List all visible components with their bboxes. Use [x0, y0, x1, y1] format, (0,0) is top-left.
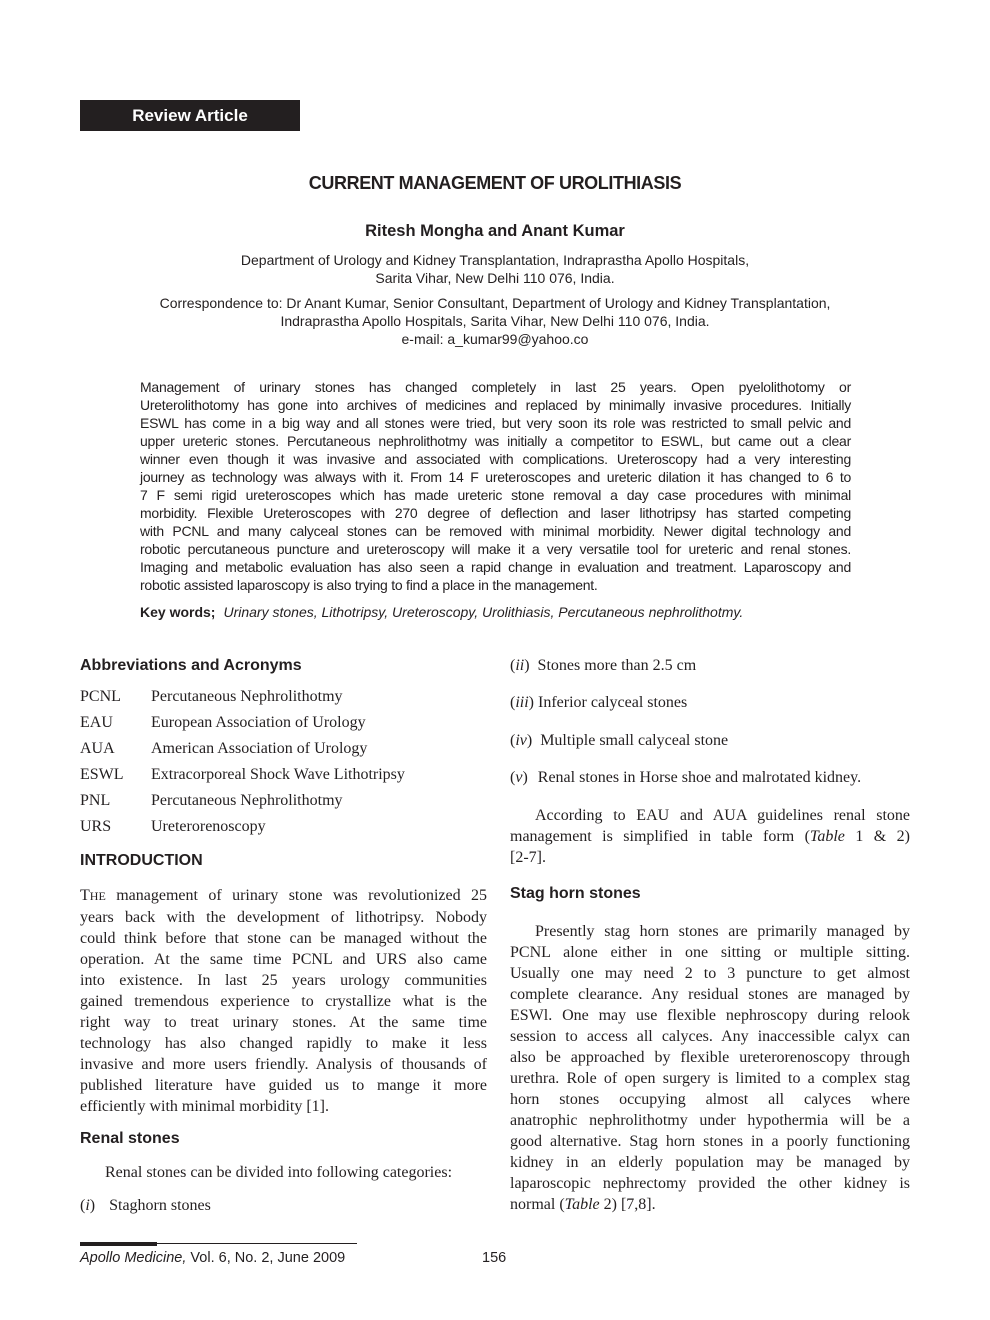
paragraph-line: operation. At the same time PCNL and URS also came	[80, 951, 487, 968]
paragraph-line	[80, 885, 487, 907]
correspondence-line: Correspondence to: Dr Anant Kumar, Senior Consultant, Department of Urology and Kidney Transplantation,	[159, 295, 831, 311]
paragraph-line: complete clearance. Any residual stones are managed by	[510, 986, 910, 1003]
abbreviation: ESWL	[80, 766, 124, 783]
abstract	[140, 378, 851, 594]
line-text: 2) [7,8].	[599, 1196, 656, 1213]
line-text: management of urinary stone was revolutionized 25	[105, 887, 487, 904]
paragraph-line: published literature have guided us to mange it more	[80, 1077, 487, 1094]
paragraph-line: could think before that stone can be managed without the	[80, 930, 487, 947]
abstract-line: Ureterolithotomy has gone into archives of medicines and replaced by minimally invasive procedures. Initially	[140, 397, 851, 413]
stag-horn-paragraph	[510, 921, 910, 1215]
footer-citation	[80, 1250, 345, 1266]
abstract-line: winner even though it was invasive and associated with complications. Ureteroscopy had a very interesting	[140, 451, 851, 467]
table-reference: Table	[564, 1196, 600, 1213]
abbreviation-definition: European Association of Urology	[151, 714, 366, 731]
abbreviation: PCNL	[80, 688, 121, 705]
renal-stones-heading: Renal stones	[80, 1130, 180, 1147]
paragraph-line: session to access all calyces. Any inaccessible calyx can	[510, 1028, 910, 1045]
email: e-mail: a_kumar99@yahoo.co	[401, 331, 589, 347]
category-number: iv	[515, 732, 527, 749]
category-item: (i) Staghorn stones	[80, 1197, 211, 1214]
category-text: Staghorn stones	[109, 1197, 211, 1214]
category-text: Renal stones in Horse shoe and malrotated kidney.	[537, 769, 862, 786]
abstract-line: Imaging and metabolic evaluation has also seen a rapid change in evaluation and treatment. Laparoscopy and	[140, 559, 851, 575]
category-number: i	[85, 1197, 90, 1214]
line-text: management is simplified in table form (	[510, 828, 810, 845]
guidelines-paragraph	[510, 805, 910, 868]
abbreviation: AUA	[80, 740, 115, 757]
category-item: (iii) Inferior calyceal stones	[510, 694, 688, 711]
affiliation	[100, 251, 890, 287]
page-number: 156	[482, 1250, 507, 1266]
abstract-line: journey as technology was always with it. From 14 F ureteroscopes and ureteric dilation it has changed to 6 to	[140, 469, 851, 485]
journal-issue: Vol. 6, No. 2, June 2009	[186, 1250, 346, 1266]
paragraph-line: invasive and more users friendly. Analysis of thousands of	[80, 1056, 487, 1073]
paragraph-line: technology has also changed rapidly to make it less	[80, 1035, 487, 1052]
correspondence-line: Indraprastha Apollo Hospitals, Sarita Vihar, New Delhi 110 076, India.	[280, 313, 710, 329]
category-number: ii	[515, 657, 525, 674]
paragraph-line: years back with the development of lithotripsy. Nobody	[80, 909, 487, 926]
article-type-label: Review Article	[80, 100, 300, 131]
paragraph-line: Usually one may need 2 to 3 puncture to get almost	[510, 965, 910, 982]
paragraph-line: into existence. In last 25 years urology communities	[80, 972, 487, 989]
paragraph-line: kidney in an elderly population may be managed by	[510, 1154, 910, 1171]
smallcaps: HE	[89, 889, 106, 903]
abstract-line: robotic assisted laparoscopy is also trying to find a place in the management.	[140, 577, 598, 593]
paragraph-line: good alternative. Stag horn stones in a poorly functioning	[510, 1133, 910, 1150]
introduction-paragraph	[80, 885, 487, 1117]
paragraph-line: urethra. Role of open surgery is limited to a complex stag	[510, 1070, 910, 1087]
abbreviation: URS	[80, 818, 112, 835]
authors: Ritesh Mongha and Anant Kumar	[365, 222, 625, 240]
abbreviation: PNL	[80, 792, 111, 809]
stag-horn-heading: Stag horn stones	[510, 885, 641, 902]
abstract-line: with PCNL and many calyceal stones can be removed with minimal morbidity. Newer digital technology and	[140, 523, 851, 539]
category-item: (ii) Stones more than 2.5 cm	[510, 657, 697, 674]
keywords-label: Key words;	[140, 604, 216, 620]
paragraph-line: PCNL alone either in one sitting or multiple sitting.	[510, 944, 910, 961]
abbreviation-definition: American Association of Urology	[151, 740, 368, 757]
paragraph-line: gained tremendous experience to crystallize what is the	[80, 993, 487, 1010]
category-text: Multiple small calyceal stone	[540, 732, 729, 749]
footer-rule-accent	[80, 1242, 157, 1246]
category-item: (v) Renal stones in Horse shoe and malrotated kidney.	[510, 769, 862, 786]
table-reference: Table	[809, 828, 845, 845]
affiliation-line: Department of Urology and Kidney Transplantation, Indraprastha Apollo Hospitals,	[240, 252, 750, 268]
abstract-line: morbidity. Flexible Ureteroscopes with 270 degree of deflection and laser lithotripsy has started competing	[140, 505, 851, 521]
paragraph-line: horn stones occupying almost all calyces where	[510, 1091, 910, 1108]
category-text: Stones more than 2.5 cm	[537, 657, 697, 674]
paragraph-line: also be approached by flexible ureterorenoscopy through	[510, 1049, 910, 1066]
paragraph-line: right way to treat urinary stones. At the same time	[80, 1014, 487, 1031]
abstract-line: robotic percutaneous puncture and ureteroscopy will make it a very versatile tool for ureteric and renal stones.	[140, 541, 851, 557]
abbreviations-heading: Abbreviations and Acronyms	[80, 657, 302, 674]
category-text: Inferior calyceal stones	[538, 694, 688, 711]
abbreviation: EAU	[80, 714, 113, 731]
category-number: v	[515, 769, 523, 786]
keywords-text: Urinary stones, Lithotripsy, Ureteroscopy, Urolithiasis, Percutaneous nephrolithotmy.	[223, 604, 744, 620]
correspondence	[100, 294, 890, 348]
abbreviation-definition: Ureterorenoscopy	[151, 818, 266, 835]
paragraph-line	[510, 1194, 910, 1215]
line-text: 1 & 2)	[844, 828, 911, 845]
paragraph-line: efficiently with minimal morbidity [1].	[80, 1098, 329, 1115]
abstract-line: upper ureteric stones. Percutaneous nephrolithotmy was initially a competitor to ESWL, but came out a clear	[140, 433, 851, 449]
line-text: normal (	[510, 1196, 565, 1213]
introduction-heading: INTRODUCTION	[80, 852, 203, 869]
journal-name: Apollo Medicine,	[80, 1250, 187, 1266]
dropcap: T	[80, 887, 90, 904]
paragraph-line: ESWl. One may use flexible nephroscopy during relook	[510, 1007, 910, 1024]
abbreviation-definition: Percutaneous Nephrolithotmy	[151, 688, 343, 705]
category-number: iii	[515, 694, 529, 711]
paragraph-line: [2-7].	[510, 849, 546, 866]
affiliation-line: Sarita Vihar, New Delhi 110 076, India.	[375, 270, 615, 286]
abstract-line: 7 F semi rigid ureteroscopes which has made ureteric stone removal a day case procedures with minimal	[140, 487, 851, 503]
abbreviation-definition: Extracorporeal Shock Wave Lithotripsy	[151, 766, 405, 783]
paragraph-line: Presently stag horn stones are primarily managed by	[535, 923, 910, 940]
abstract-line: ESWL has come in a big way and all stones were tried, but very soon its role was restricted to small pelvic and	[140, 415, 851, 431]
renal-stones-intro: Renal stones can be divided into following categories:	[105, 1164, 453, 1181]
abstract-line: Management of urinary stones has changed completely in last 25 years. Open pyelolithotomy or	[140, 379, 851, 395]
category-item: (iv) Multiple small calyceal stone	[510, 732, 729, 749]
abbreviation-definition: Percutaneous Nephrolithotmy	[151, 792, 343, 809]
article-title: CURRENT MANAGEMENT OF UROLITHIASIS	[308, 173, 682, 193]
paragraph-line: anatrophic nephrolithotmy under hypothermia will be a	[510, 1112, 910, 1129]
paragraph-line	[510, 826, 910, 847]
paragraph-line: laparoscopic nephrectomy provided the other kidney is	[510, 1175, 910, 1192]
keywords	[140, 604, 743, 620]
paragraph-line: According to EAU and AUA guidelines renal stone	[535, 807, 910, 824]
